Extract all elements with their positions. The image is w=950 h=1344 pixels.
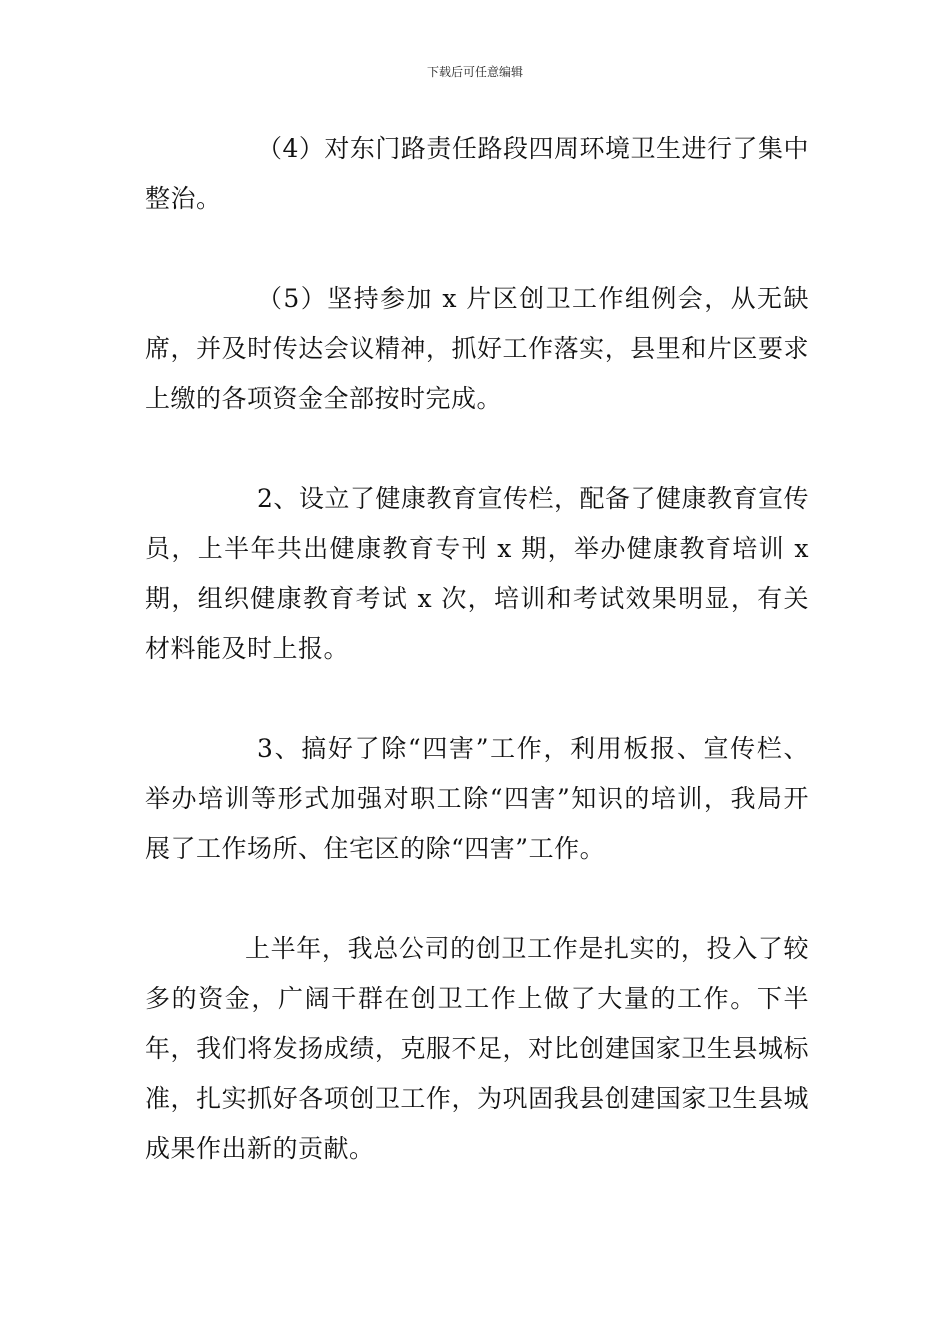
paragraph-item-5: （5）坚持参加 x 片区创卫工作组例会，从无缺席，并及时传达会议精神，抓好工作落实，县里和片区要求上缴的各项资金全部按时完成。 [145, 284, 809, 413]
paragraph-section-3: 3、搞好了除“四害”工作，利用板报、宣传栏、举办培训等形式加强对职工除“四害”知识的培训，我局开展了工作场所、住宅区的除“四害”工作。 [145, 734, 809, 863]
paragraph-item-4: （4）对东门路责任路段四周环境卫生进行了集中整治。 [145, 134, 809, 213]
page-header: 下载后可任意编辑 [426, 65, 523, 79]
paragraph-summary: 上半年，我总公司的创卫工作是扎实的，投入了较多的资金，广阔干群在创卫工作上做了大量的工作。下半年，我们将发扬成绩，克服不足，对比创建国家卫生县城标准，扎实抓好各项创卫工作，为巩固我县创建国家卫生县城成果作出新的贡献。 [145, 934, 809, 1163]
document-body [145, 124, 809, 1224]
paragraph-section-2: 2、设立了健康教育宣传栏，配备了健康教育宣传员，上半年共出健康教育专刊 x 期，举办健康教育培训 x 期，组织健康教育考试 x 次，培训和考试效果明显，有关材料能及时上报。 [145, 484, 809, 663]
